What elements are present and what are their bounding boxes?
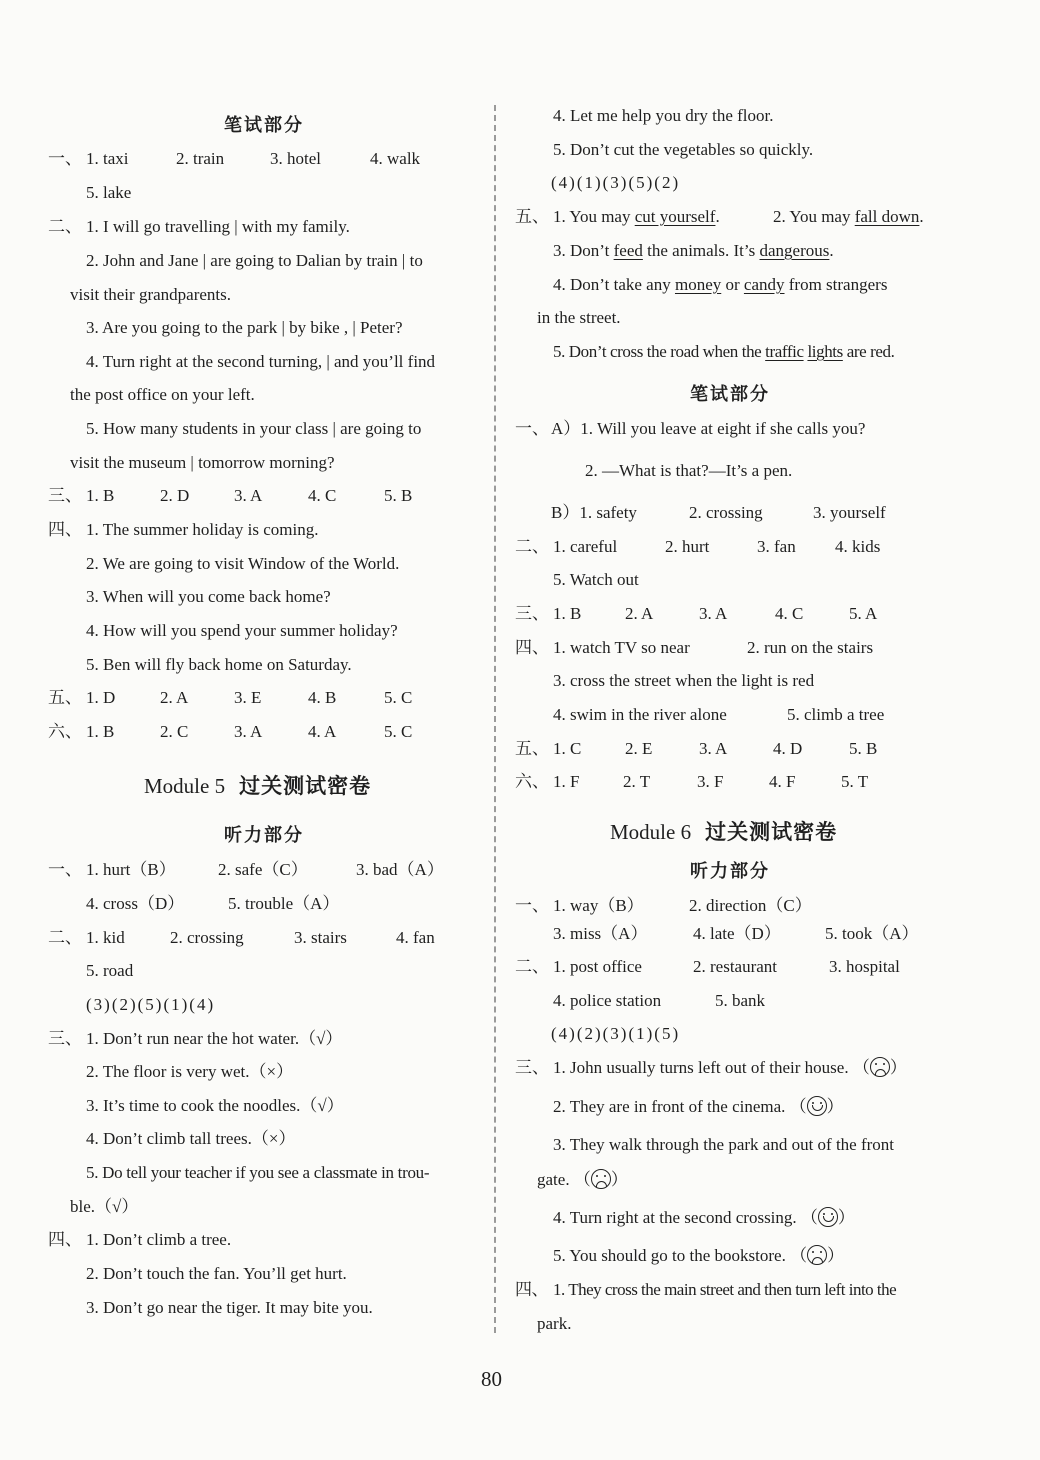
sad-face-icon	[591, 1169, 611, 1189]
answer-line: 四、 1. Don’t climb a tree.	[48, 1230, 232, 1249]
answer-line: 2. Don’t touch the fan. You’ll get hurt.	[86, 1264, 347, 1283]
listening-heading: 听力部分	[690, 861, 770, 881]
written-heading: 笔试部分	[690, 384, 770, 404]
answer-line: 2. We are going to visit Window of the World.	[86, 554, 400, 573]
happy-face-icon	[818, 1207, 838, 1227]
answer-line: 四、 1. watch TV so near 2. run on the stairs	[515, 638, 874, 657]
answer-line: gate. （ ）	[537, 1170, 628, 1189]
module-5-title: Module 5 过关测试密卷	[144, 774, 372, 798]
answer-line: 3. cross the street when the light is red	[553, 671, 815, 690]
answer-line: 二、 1. I will go travelling | with my family.	[48, 217, 350, 236]
order-line: (3)(2)(5)(1)(4)	[86, 995, 216, 1014]
answer-line: 二、 1. careful 2. hurt 3. fan 4. kids	[515, 537, 881, 556]
answer-line: 5. Don’t cross the road when the traffic lights are red.	[553, 342, 895, 361]
answer-line: 5. Do tell your teacher if you see a classmate in trou-	[86, 1163, 430, 1182]
answer-line: 2. The floor is very wet.（×）	[86, 1062, 294, 1081]
answer-line: 二、 1. kid 2. crossing 3. stairs 4. fan	[48, 928, 435, 947]
answer-line: 五、 1. You may cut yourself. 2. You may fall down.	[515, 207, 924, 226]
answer-line: 三、 1. Don’t run near the hot water.（√）	[48, 1029, 343, 1048]
order-line: (4)(2)(3)(1)(5)	[551, 1024, 681, 1043]
answer-line: 一、 A）1. Will you leave at eight if she calls you?	[515, 419, 866, 438]
answer-line: 2. They are in front of the cinema. （ ）	[553, 1097, 844, 1116]
answer-line: B）1. safety 2. crossing 3. yourself	[551, 503, 886, 522]
answer-line: 4. swim in the river alone 5. climb a tree	[553, 705, 885, 724]
answer-line: 4. Turn right at the second crossing. （ ）	[553, 1208, 855, 1227]
answer-line: 5. You should go to the bookstore. （ ）	[553, 1246, 845, 1265]
answer-line: 四、 1. They cross the main street and then turn left into the	[515, 1280, 897, 1299]
answer-line: 一、 1. way（B） 2. direction（C）	[515, 896, 812, 915]
answer-line: the post office on your left.	[70, 385, 255, 404]
answer-line: 5. lake	[86, 183, 132, 202]
answer-line: 5. Ben will fly back home on Saturday.	[86, 655, 352, 674]
answer-line: 六、 1. B 2. C 3. A 4. A 5. C	[48, 722, 413, 741]
answer-line: 4. police station 5. bank	[553, 991, 766, 1010]
answer-line: 二、 1. post office 2. restaurant 3. hospital	[515, 957, 900, 976]
answer-line: 三、 1. B 2. D 3. A 4. C 5. B	[48, 486, 413, 505]
answer-line: 5. How many students in your class | are going to	[86, 419, 422, 438]
answer-line: visit the museum | tomorrow morning?	[70, 453, 335, 472]
answer-line: ble.（√）	[70, 1197, 139, 1216]
answer-line: 一、 1. hurt（B） 2. safe（C） 3. bad（A）	[48, 860, 444, 879]
order-line: (4)(1)(3)(5)(2)	[551, 173, 681, 192]
module-6-title: Module 6 过关测试密卷	[610, 820, 838, 844]
listening-heading: 听力部分	[224, 825, 304, 845]
answer-line: 五、 1. C 2. E 3. A 4. D 5. B	[515, 739, 878, 758]
answer-line: 五、 1. D 2. A 3. E 4. B 5. C	[48, 688, 413, 707]
answer-line: 3. miss（A） 4. late（D） 5. took（A）	[553, 924, 919, 943]
answer-line: 4. How will you spend your summer holiday?	[86, 621, 398, 640]
answer-line: 5. Don’t cut the vegetables so quickly.	[553, 140, 814, 159]
answer-line: 3. They walk through the park and out of the front	[553, 1135, 895, 1154]
answer-line: 4. Turn right at the second turning, | and you’ll find	[86, 352, 436, 371]
answer-line: 三、 1. John usually turns left out of their house. （ ）	[515, 1058, 907, 1077]
answer-line: 5. Watch out	[553, 570, 639, 589]
sad-face-icon	[807, 1245, 827, 1265]
answer-line: 3. Don’t feed the animals. It’s dangerous.	[553, 241, 834, 260]
answer-line: 3. Don’t go near the tiger. It may bite you.	[86, 1298, 373, 1317]
answer-line: 三、 1. B 2. A 3. A 4. C 5. A	[515, 604, 878, 623]
answer-line: 3. When will you come back home?	[86, 587, 331, 606]
answer-line: 4. Don’t climb tall trees.（×）	[86, 1129, 296, 1148]
answer-line: 一、 1. taxi 2. train 3. hotel 4. walk	[48, 149, 421, 168]
answer-line: 3. Are you going to the park | by bike , | Peter?	[86, 318, 403, 337]
answer-line: 2. —What is that?—It’s a pen.	[585, 461, 793, 480]
answer-line: 4. cross（D） 5. trouble（A）	[86, 894, 340, 913]
answer-line: 5. road	[86, 961, 134, 980]
page-number: 80	[481, 1367, 502, 1391]
answer-line: 六、 1. F 2. T 3. F 4. F 5. T	[515, 772, 869, 791]
column-divider	[494, 105, 496, 1333]
answer-line: 2. John and Jane | are going to Dalian by train | to	[86, 251, 423, 270]
answer-line: 3. It’s time to cook the noodles.（√）	[86, 1096, 344, 1115]
answer-line: 四、 1. The summer holiday is coming.	[48, 520, 319, 539]
answer-line: 4. Let me help you dry the floor.	[553, 106, 774, 125]
happy-face-icon	[807, 1096, 827, 1116]
answer-line: in the street.	[537, 308, 621, 327]
answer-line: 4. Don’t take any money or candy from strangers	[553, 275, 888, 294]
answer-line: park.	[537, 1314, 572, 1333]
sad-face-icon	[870, 1057, 890, 1077]
written-heading: 笔试部分	[224, 115, 304, 135]
answer-line: visit their grandparents.	[70, 285, 231, 304]
